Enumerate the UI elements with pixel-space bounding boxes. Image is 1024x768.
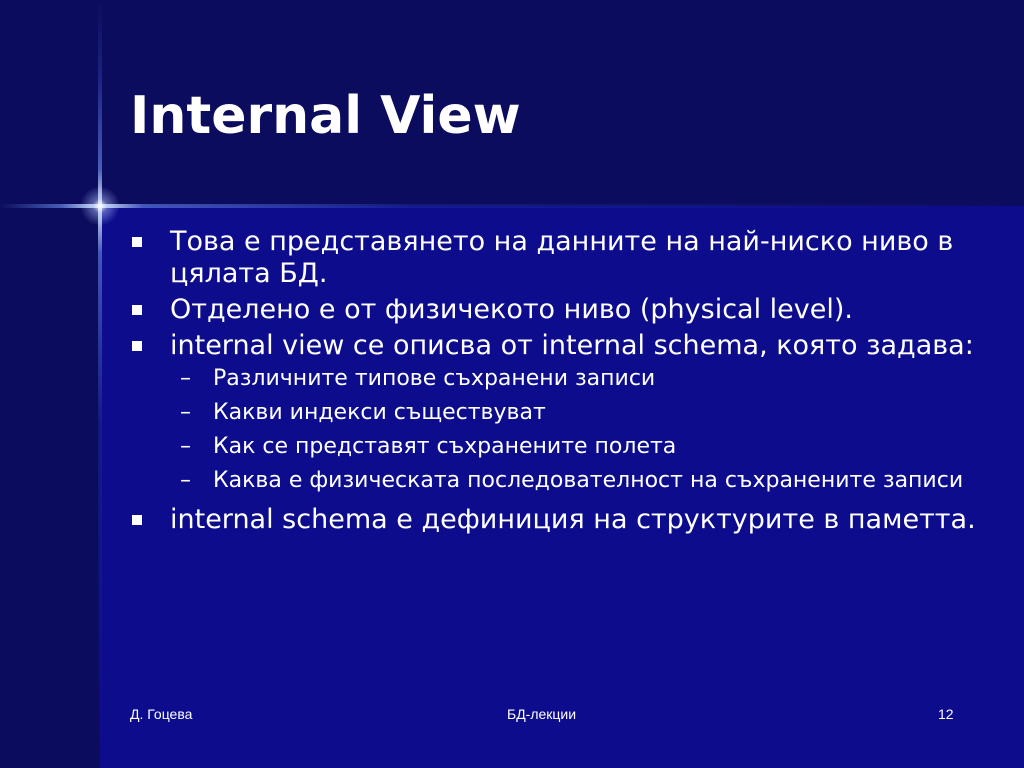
dash-bullet-icon: – [180, 366, 191, 391]
dash-bullet-icon: – [180, 434, 191, 459]
vertical-glow-line [98, 0, 102, 768]
bullet-item [130, 294, 990, 326]
sub-bullet-item [170, 434, 990, 460]
bullet-text: Отделено е от физичекото ниво (physical level). [170, 294, 854, 325]
bullet-item [130, 226, 990, 290]
bullet-text: Това е представянето на данните на най-ниско ниво в цялата БД. [170, 226, 954, 289]
square-bullet-icon [132, 237, 142, 247]
sub-bullet-text: Как се представят съхранените полета [213, 434, 677, 459]
left-band [0, 0, 100, 768]
sparkle-icon [80, 186, 120, 226]
bullet-list [130, 226, 990, 540]
dash-bullet-icon: – [180, 468, 191, 493]
square-bullet-icon [132, 305, 142, 315]
sub-bullet-item [170, 468, 990, 494]
bullet-item [130, 504, 990, 536]
square-bullet-icon [132, 341, 142, 351]
sub-bullet-list [170, 366, 990, 494]
dash-bullet-icon: – [180, 400, 191, 425]
sub-bullet-text: Каква е физическата последователност на съхранените записи [213, 468, 964, 493]
footer-course: БД-лекции [507, 706, 577, 722]
footer-page-number: 12 [938, 706, 954, 722]
bullet-text: internal view се описва от internal schema, която задава: [170, 330, 974, 361]
sub-bullet-item [170, 400, 990, 426]
square-bullet-icon [132, 515, 142, 525]
sub-bullet-text: Какви индекси съществуват [213, 400, 546, 425]
slide-title: Internal View [130, 86, 521, 146]
sub-bullet-item [170, 366, 990, 392]
bullet-item [130, 330, 990, 494]
horizontal-glow-line [0, 204, 1024, 208]
footer-author: Д. Гоцева [130, 706, 193, 722]
sub-bullet-text: Различните типове съхранени записи [213, 366, 656, 391]
bullet-text: internal schema е дефиниция на структурите в паметта. [170, 504, 976, 535]
